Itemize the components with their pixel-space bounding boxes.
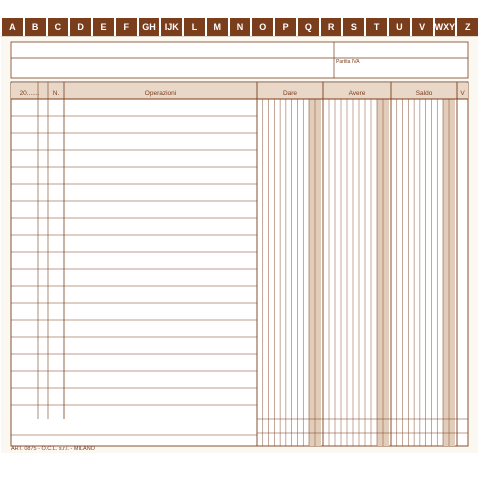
index-tab[interactable]: GH <box>139 18 160 36</box>
partita-iva-label: Partita IVA <box>336 59 360 65</box>
index-tab[interactable]: Q <box>298 18 319 36</box>
balance-column-header: Saldo <box>415 90 433 97</box>
index-tab[interactable]: IJK <box>161 18 182 36</box>
index-tab[interactable]: S <box>343 18 364 36</box>
header-box <box>11 42 468 78</box>
index-tab[interactable]: N <box>230 18 251 36</box>
index-tab[interactable]: WXY <box>435 18 456 36</box>
index-tab[interactable]: R <box>321 18 342 36</box>
table-frame <box>11 82 468 446</box>
index-tab[interactable]: F <box>116 18 137 36</box>
index-tab[interactable]: O <box>252 18 273 36</box>
credit-column-header: Avere <box>348 90 366 97</box>
check-column-header: V <box>460 90 465 97</box>
debit-column-header: Dare <box>282 90 298 97</box>
index-tab[interactable]: L <box>184 18 205 36</box>
index-tab[interactable]: U <box>389 18 410 36</box>
alphabet-index-tabs <box>2 18 478 36</box>
index-tab[interactable]: E <box>93 18 114 36</box>
index-tab[interactable]: B <box>25 18 46 36</box>
printer-footer: ART. 0875 - O.C.L. s.r.l. - MILANO <box>11 446 95 452</box>
index-tab[interactable]: V <box>412 18 433 36</box>
index-tab[interactable]: P <box>275 18 296 36</box>
year-column-header: 20....... <box>19 90 40 97</box>
index-tab[interactable]: Z <box>457 18 478 36</box>
index-tab[interactable]: C <box>48 18 69 36</box>
index-tab[interactable]: A <box>2 18 23 36</box>
index-tab[interactable]: T <box>366 18 387 36</box>
ledger-sheet <box>1 36 478 453</box>
number-column-header: N. <box>52 90 60 97</box>
index-tab[interactable]: D <box>70 18 91 36</box>
operations-column-header: Operazioni <box>144 90 177 97</box>
index-tab[interactable]: M <box>207 18 228 36</box>
